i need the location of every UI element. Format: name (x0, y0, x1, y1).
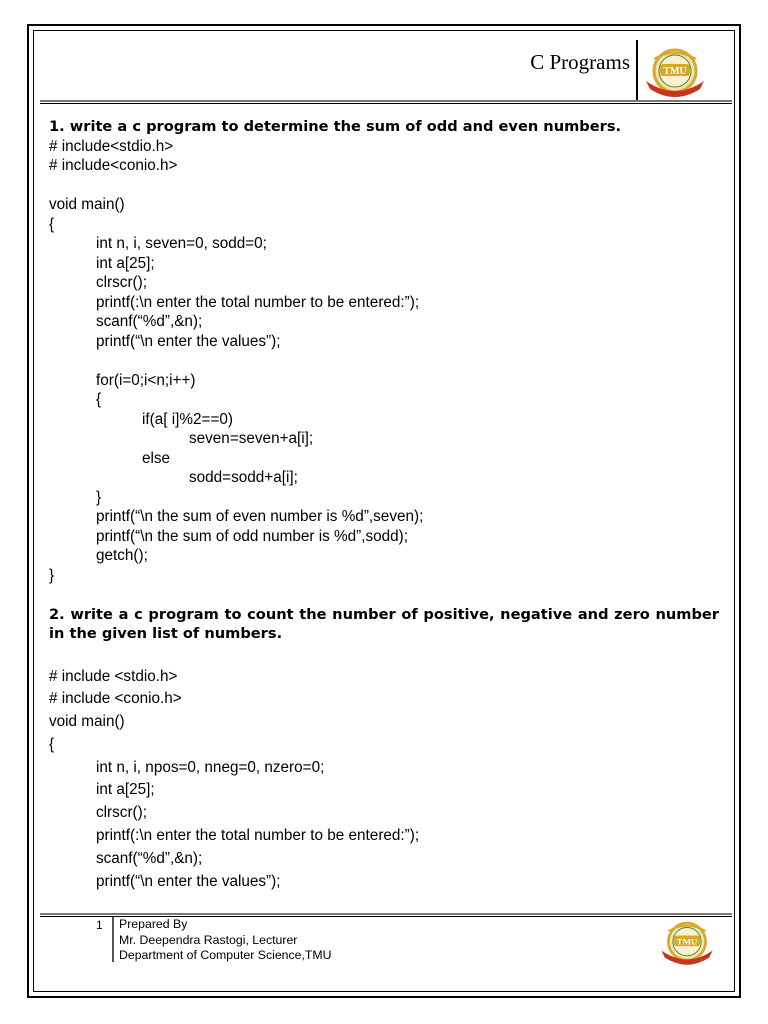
code-line: int a[25]; (96, 254, 155, 272)
program-2-code (49, 666, 719, 894)
code-line: # include <stdio.h> (49, 667, 178, 685)
code-line: sodd=sodd+a[i]; (189, 469, 298, 486)
code-line: for(i=0;i<n;i++) (96, 371, 196, 389)
code-line: printf(“\n the sum of odd number is %d”,sodd); (96, 527, 409, 545)
code-line: } (49, 566, 55, 584)
code-line: printf(“\n the sum of even number is %d”,seven); (96, 508, 424, 525)
document-body (49, 117, 719, 893)
page-number: 1 (96, 918, 103, 932)
footer-rule (40, 913, 732, 915)
code-line: clrscr(); (96, 804, 147, 822)
code-line: } (96, 488, 102, 506)
code-line: clrscr(); (96, 274, 147, 291)
blank-line (49, 176, 719, 196)
code-line: seven=seven+a[i]; (189, 430, 314, 447)
code-line: int a[25]; (96, 781, 155, 799)
code-line: # include<stdio.h> (49, 137, 174, 155)
footer-credits (119, 917, 332, 964)
code-line: printf(:\n enter the total number to be entered:”); (96, 827, 420, 845)
program-2-heading: 2. write a c program to count the number of positive, negative and zero number in the given list of numbers. (49, 605, 719, 642)
code-line: int n, i, seven=0, sodd=0; (96, 235, 267, 252)
code-line: void main() (49, 713, 125, 731)
code-line: printf(“\n enter the values”); (96, 332, 281, 350)
code-line: { (96, 391, 102, 408)
code-line: # include <conio.h> (49, 690, 182, 708)
header-divider (636, 40, 638, 102)
code-line: { (49, 735, 55, 753)
prepared-by-label: Prepared By (119, 917, 188, 931)
code-line: getch(); (96, 547, 148, 564)
code-line: if(a[ i]%2==0) (142, 410, 233, 428)
department-name: Department of Computer Science,TMU (119, 948, 332, 962)
code-line: else (142, 449, 171, 467)
header-rule (40, 100, 732, 102)
blank-line (49, 351, 719, 371)
code-line: scanf(“%d”,&n); (96, 849, 203, 867)
author-name: Mr. Deependra Rastogi, Lecturer (119, 932, 298, 947)
program-1-heading: 1. write a c program to determine the sum of odd and even numbers. (49, 118, 622, 135)
tmu-logo-footer (656, 918, 718, 968)
header-rule-thin (40, 103, 732, 104)
footer-divider (112, 917, 114, 962)
code-line: void main() (49, 196, 125, 213)
code-line: printf(“\n enter the values”); (96, 872, 281, 890)
code-line: { (49, 215, 55, 233)
logo-text: TMU (663, 66, 687, 77)
logo-text: TMU (676, 936, 698, 947)
code-line: printf(:\n enter the total number to be entered:”); (96, 293, 420, 311)
page-title: C Programs (530, 50, 630, 74)
tmu-logo-header (640, 45, 710, 100)
code-line: scanf(“%d”,&n); (96, 313, 203, 330)
program-1-code (49, 137, 719, 586)
code-line: int n, i, npos=0, nneg=0, nzero=0; (96, 758, 325, 776)
code-line: # include<conio.h> (49, 157, 178, 174)
